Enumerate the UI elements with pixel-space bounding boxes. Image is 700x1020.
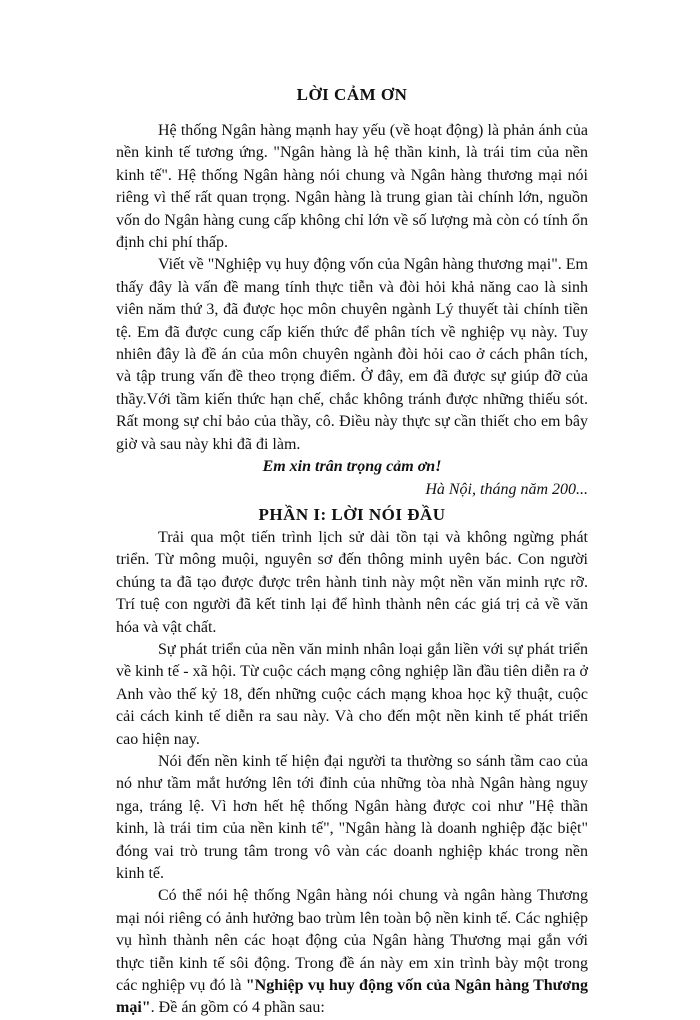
- acknowledgement-title: LỜI CẢM ƠN: [296, 85, 408, 104]
- acknowledgement-paragraph-1: Hệ thống Ngân hàng mạnh hay yếu (về hoạt động) là phản ánh của nền kinh tế tương ứng. "Ngân hàng là hệ thần kinh, là trái tim của nền kinh tế". Hệ thống Ngân hàng nói chung và Ngân hàng thương mại nói riêng vì thế rất quan trọng. Ngân hàng là trung gian tài chính lớn, nguồn vốn do Ngân hàng cung cấp không chỉ lớn về số lượng mà còn có tính ổn định chi phí thấp.: [116, 122, 588, 252]
- intro-paragraph-2: Sự phát triển của nền văn minh nhân loại gắn liền với sự phát triển về kinh tế - xã hội. Từ cuộc cách mạng công nghiệp lần đầu tiên diễn ra ở Anh vào thế kỷ 18, đến những cuộc cách mạng khoa học kỹ thuật, cuộc cải cách kinh tế diễn ra sau này. Và cho đến một nền kinh tế phát triển cao hiện nay.: [116, 640, 588, 748]
- topic-emphasis: "Nghiệp vụ huy động vốn của Ngân hàng Thương mại": [116, 977, 589, 1017]
- intro-paragraph-1: Trải qua một tiến trình lịch sử dài tồn tại và không ngừng phát triển. Từ mông muội, nguyên sơ đến thông minh uyên bác. Con người chúng ta đã tạo được được trên hành tinh này một nền văn minh rực rỡ. Trí tuệ con người đã kết tinh lại để hình thành nên các giá trị cả về văn hóa và vật chất.: [116, 528, 588, 636]
- dateline: Hà Nội, tháng năm 200...: [425, 480, 588, 498]
- intro-paragraph-4-end: . Đề án gồm có 4 phần sau:: [150, 999, 325, 1017]
- thanks-line: Em xin trân trọng cảm ơn!: [262, 458, 442, 476]
- intro-paragraph-3: Nói đến nền kinh tế hiện đại người ta thường so sánh tầm cao của nó như tầm mắt hướng lên tới đỉnh của những tòa nhà Ngân hàng nguy nga, tráng lệ. Vì hơn hết hệ thống Ngân hàng được coi như "Hệ thần kinh, là trái tim của nền kinh tế", "Ngân hàng là doanh nghiệp đặc biệt" đóng vai trò trung tâm trong vô vàn các doanh nghiệp khác trong nền kinh tế.: [116, 752, 588, 882]
- acknowledgement-paragraph-2: Viết về "Nghiệp vụ huy động vốn của Ngân hàng thương mại". Em thấy đây là vấn đề mang tính thực tiễn và đòi hỏi khả năng cao là sinh viên năm thứ 3, đã được học môn chuyên ngành Lý thuyết tài chính tiền tệ. Em đã được cung cấp kiến thức để phân tích về nghiệp vụ này. Tuy nhiên đây là đề án của môn chuyên ngành đòi hỏi cao ở cách phân tích, và tập trung vấn đề theo trọng điểm. Ở đây, em đã được sự giúp đỡ của thầy.Với tầm kiến thức hạn chế, chắc không tránh được những thiếu sót. Rất mong sự chỉ bảo của thầy, cô. Điều này thực sự cần thiết cho em bây giờ và sau này khi đã đi làm.: [116, 256, 588, 453]
- intro-paragraph-4: [116, 885, 588, 1019]
- part-1-title: PHẦN I: LỜI NÓI ĐẦU: [258, 504, 446, 524]
- intro-paragraph-4-start: Có thể nói hệ thống Ngân hàng nói chung và ngân hàng Thương mại nói riêng có ảnh hưởng bao trùm lên toàn bộ nền kinh tế. Các nghiệp vụ hình thành nên các hoạt động của Ngân hàng Thương mại gắn với thực tiễn kinh tế sôi động. Trong đề án này em xin trình bày một trong các nghiệp vụ đó là: [116, 887, 588, 995]
